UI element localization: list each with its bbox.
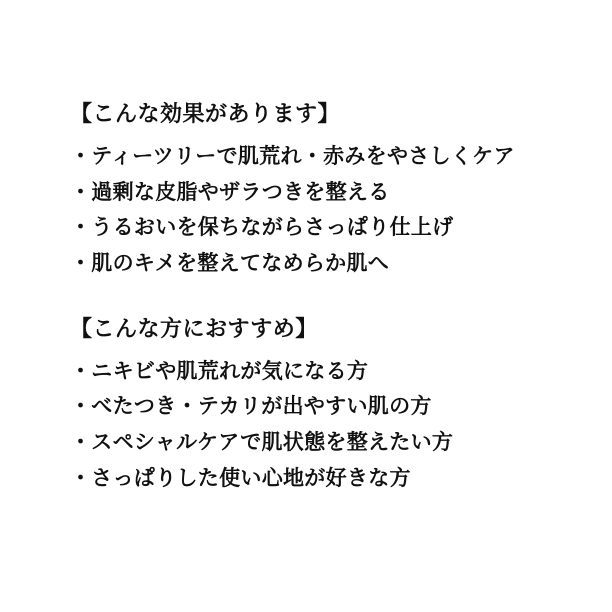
list-item: ・ニキビや肌荒れが気になる方 [70,358,369,383]
section-effects-list [70,142,572,279]
list-item: ・肌のキメを整えてなめらか肌へ [70,251,390,276]
list-item: ・うるおいを保ちながらさっぱり仕上げ [70,215,454,240]
list-item: ・べたつき・テカリが出やすい肌の方 [70,394,432,419]
list-item: ・ティーツリーで肌荒れ・赤みをやさしくケア [70,143,515,168]
section-recommended-for-list [70,357,572,494]
section-recommended-for-heading: 【こんな方におすすめ】 [70,316,318,342]
list-item: ・さっぱりした使い心地が好きな方 [70,466,411,491]
list-item: ・スペシャルケアで肌状態を整えたい方 [70,430,454,455]
section-effects-heading: 【こんな効果があります】 [70,102,341,127]
section-recommended-for [70,315,572,494]
section-effects [70,100,572,279]
list-item: ・過剰な皮脂やザラつきを整える [70,179,390,204]
